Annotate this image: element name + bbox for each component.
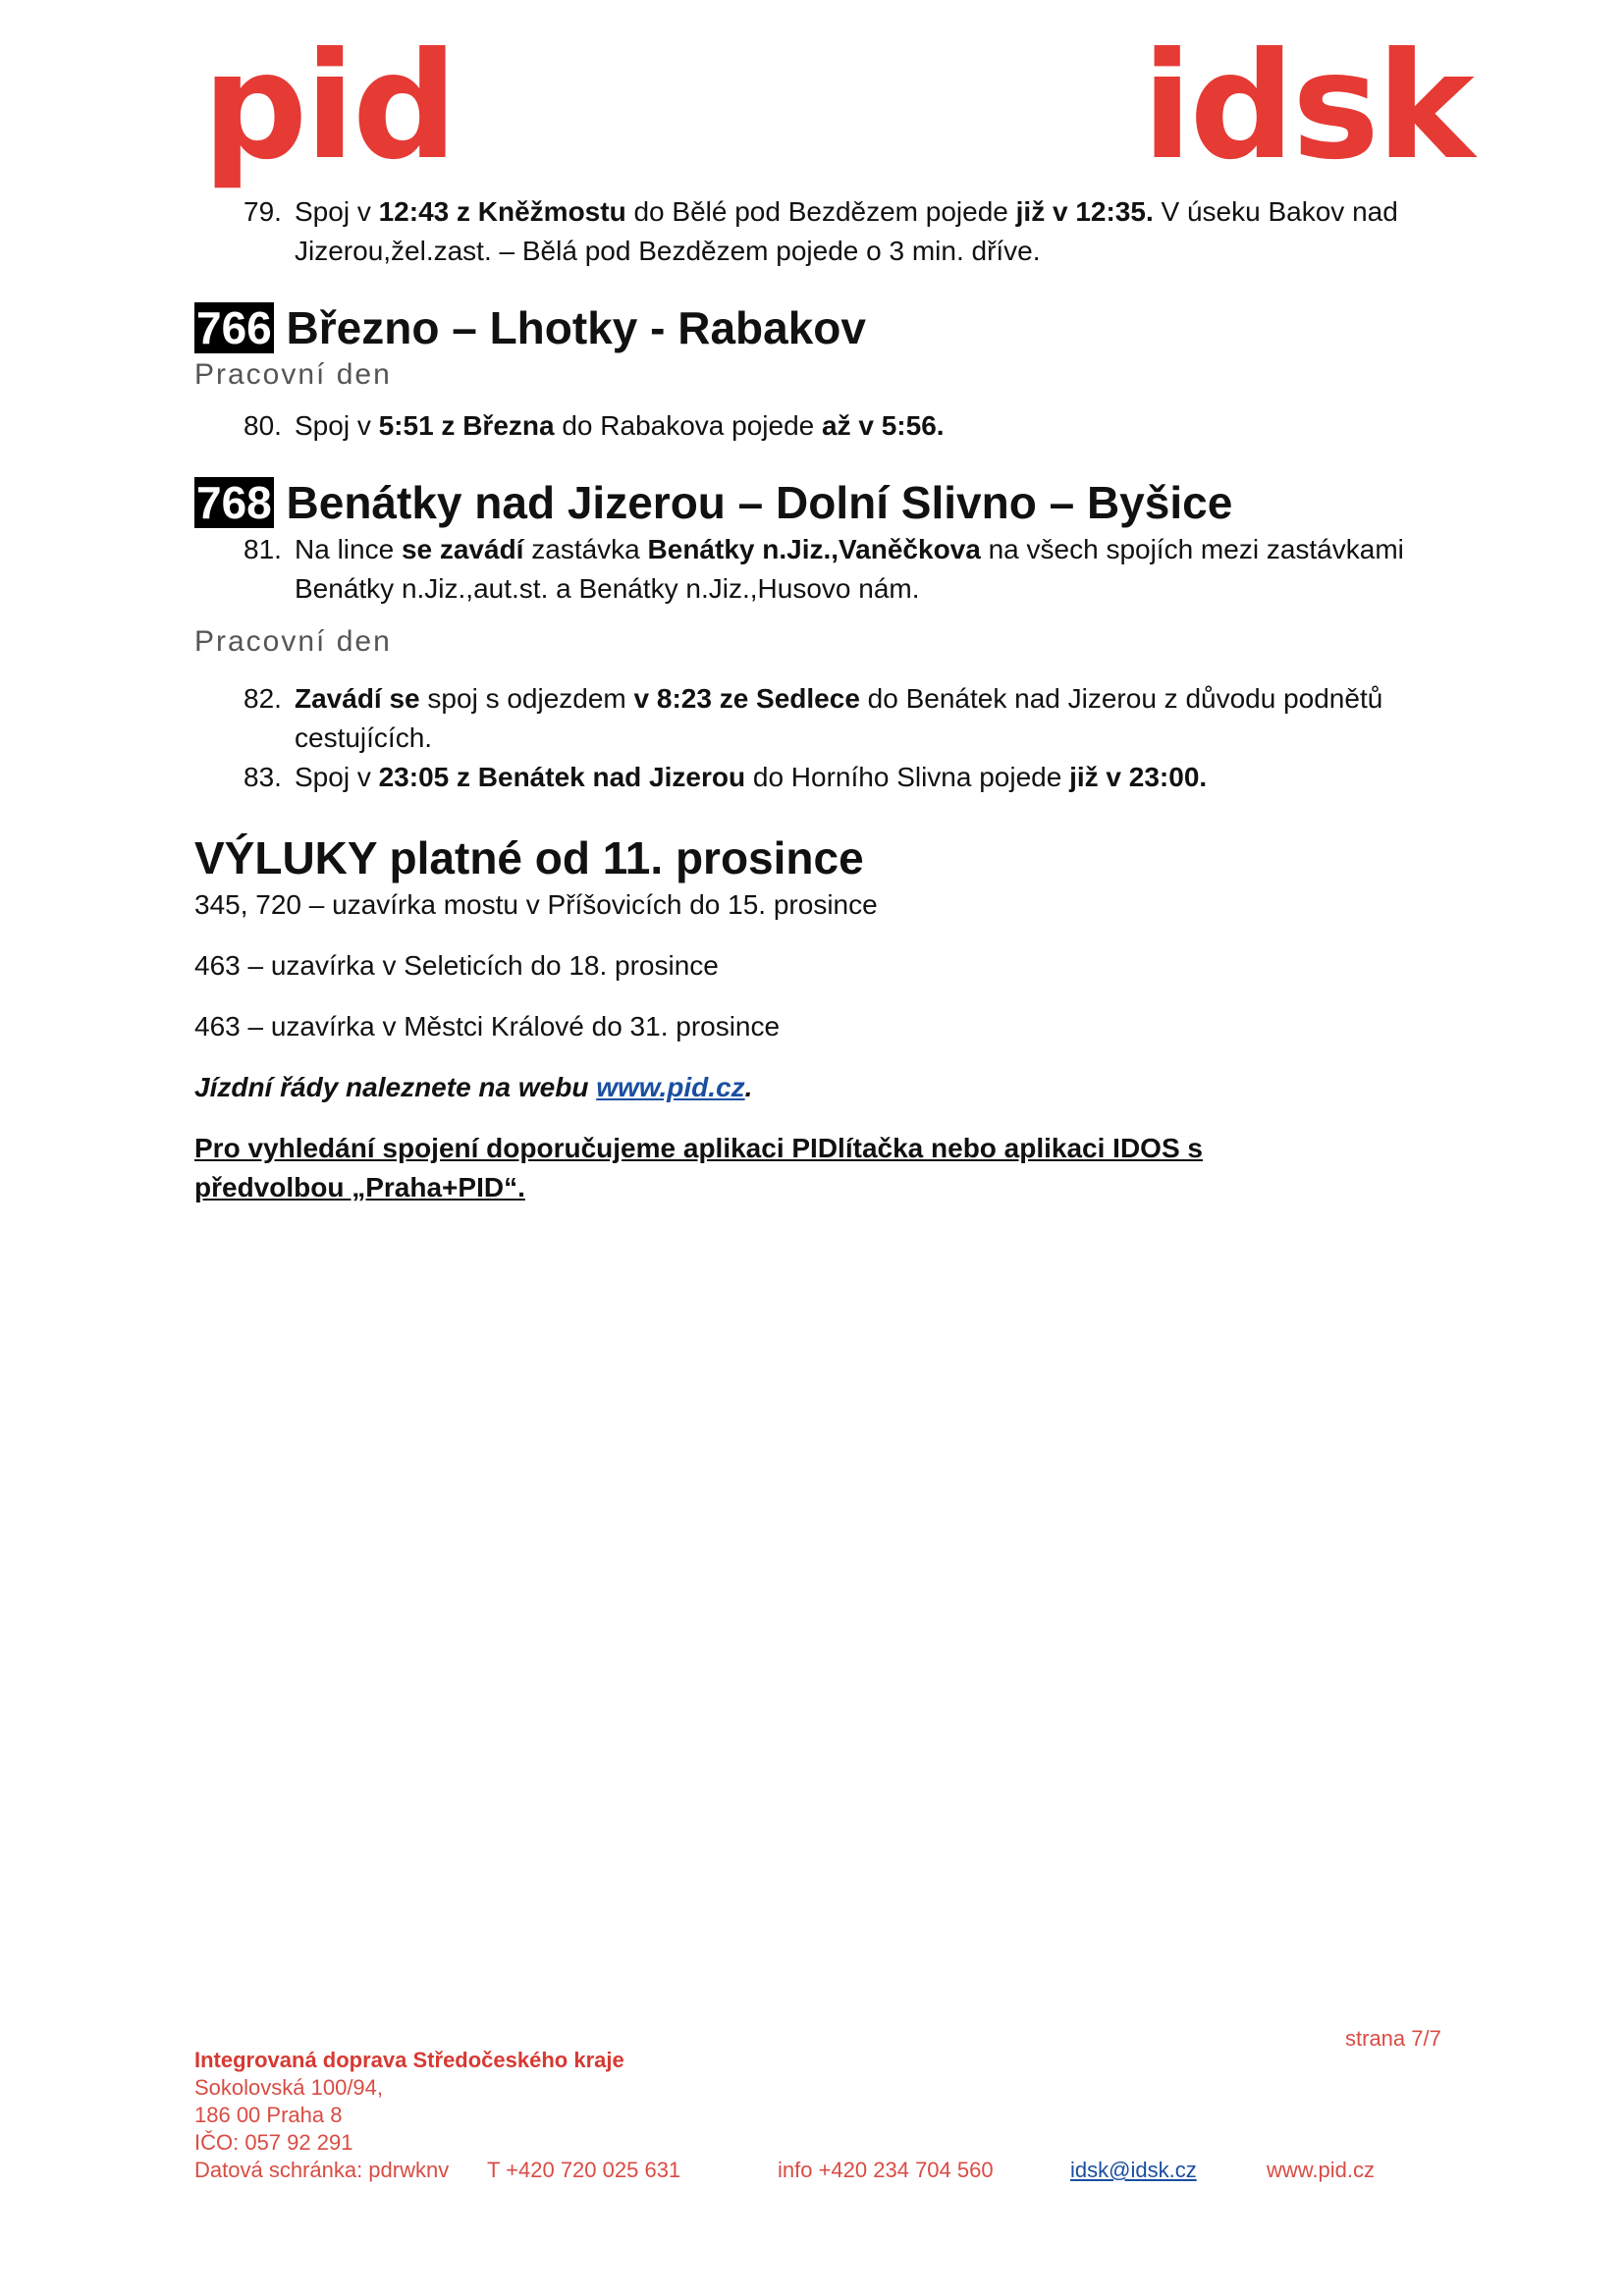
vyluky-heading: VÝLUKY platné od 11. prosince [194, 832, 864, 883]
line-768-heading: 768 Benátky nad Jizerou – Dolní Slivno – Byšice [196, 477, 1233, 528]
line-766-heading: 766 Březno – Lhotky - Rabakov [196, 302, 866, 353]
list-item-80: 80. Spoj v 5:51 z Března do Rabakova pojede až v 5:56. [244, 410, 945, 441]
footer-contacts [194, 2157, 1451, 2184]
app-recommendation-note: Pro vyhledání spojení doporučujeme aplikaci PIDlítačka nebo aplikaci IDOS s předvolbou „Praha+PID“. [194, 1133, 1203, 1202]
list-item-79: 79. Spoj v 12:43 z Kněžmostu do Bělé pod Bezdězem pojede již v 12:35. V úseku Bakov nad Jizerou,žel.zast. – Bělá pod Bezdězem pojede o 3 min. dříve. [244, 196, 1398, 266]
list-item-81: 81. Na lince se zavádí zastávka Benátky n.Jiz.,Vaněčkova na všech spojích mezi zastávkami Benátky n.Jiz.,aut.st. a Benátky n.Jiz.,Husovo nám. [244, 534, 1404, 604]
web-note: Jízdní řády naleznete na webu www.pid.cz. [194, 1072, 753, 1102]
footer-org-name: Integrovaná doprava Středočeského kraje [194, 2048, 624, 2072]
page-number: strana 7/7 [1345, 2026, 1441, 2051]
vyluka-item: 463 – uzavírka v Seleticích do 18. prosince [194, 950, 719, 981]
vyluka-item: 463 – uzavírka v Městci Králové do 31. prosince [194, 1011, 781, 1041]
idsk-logo: idsk [1142, 22, 1472, 192]
line-number-badge: 766 [196, 302, 272, 353]
vyluka-item: 345, 720 – uzavírka mostu v Příšovicích do 15. prosince [194, 889, 878, 920]
footer-databox: Datová schránka: pdrwknv [194, 2158, 450, 2182]
day-type-label: Pracovní den [194, 358, 392, 391]
footer [194, 2047, 1451, 2184]
footer-phone: T +420 720 025 631 [487, 2158, 681, 2182]
document-body [194, 192, 1451, 1207]
footer-city: 186 00 Praha 8 [194, 2103, 343, 2127]
day-type-label: Pracovní den [194, 625, 392, 658]
footer-street: Sokolovská 100/94, [194, 2075, 384, 2100]
footer-web-link[interactable]: www.pid.cz [1267, 2158, 1376, 2182]
footer-email-link[interactable]: idsk@idsk.cz [1070, 2158, 1197, 2182]
list-item-82: 82. Zavádí se spoj s odjezdem v 8:23 ze Sedlece do Benátek nad Jizerou z důvodu podnětů cestujících. [244, 683, 1383, 753]
pid-web-link[interactable]: www.pid.cz [596, 1072, 745, 1102]
line-number-badge: 768 [196, 477, 272, 528]
list-item-83: 83. Spoj v 23:05 z Benátek nad Jizerou do Horního Slivna pojede již v 23:00. [244, 762, 1208, 792]
footer-ico: IČO: 057 92 291 [194, 2130, 353, 2155]
footer-info-phone: info +420 234 704 560 [778, 2158, 994, 2182]
pid-logo: pid [202, 22, 456, 192]
